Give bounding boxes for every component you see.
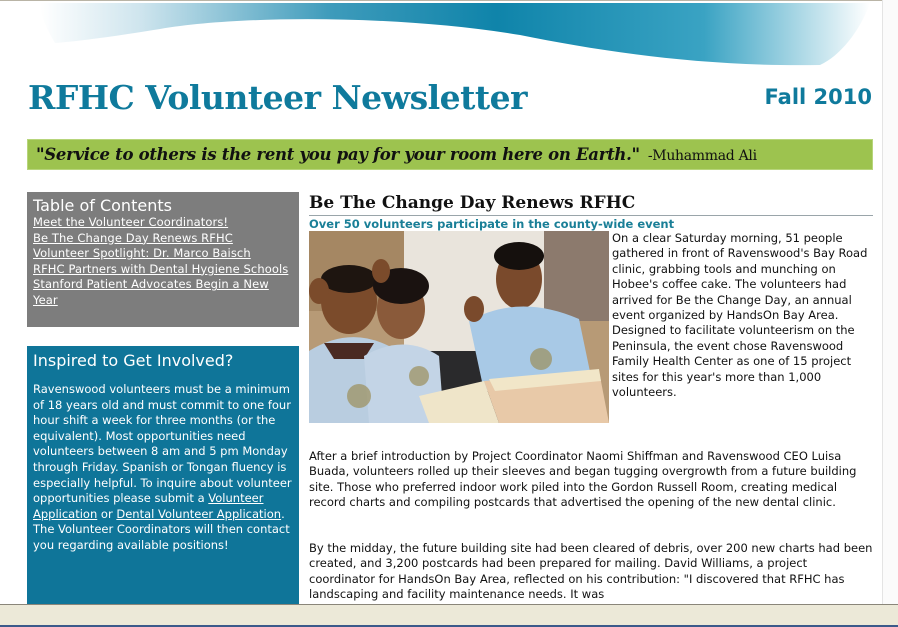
toc-heading: Table of Contents [33, 196, 172, 215]
article-paragraph-1: On a clear Saturday morning, 51 people gathered in front of Ravenswood's Bay Road clinic, grabbing tools and munching on Hobee's coffee cake. The volunteers had arrived for Be the Change Day, an annual event organized by HandsOn Bay Area. Designed to facilitate volunteerism on the Peninsula, the event chose Ravenswood Family Health Center as one of 15 project sites for this year's more than 1,000 volunteers. [612, 231, 868, 400]
article-subtitle: Over 50 volunteers participate in the county-wide event [309, 217, 675, 231]
volunteer-application-link[interactable]: Volunteer Application [33, 491, 264, 521]
window-status-bar [0, 604, 898, 627]
get-involved-text-part: Ravenswood volunteers must be a minimum of 18 years old and must commit to one four hour shift a week for three months (or the equivalent). Most opportunities need volunteers between 8 am and 5 pm Monday through Friday. Spanish or Tongan fluency is especially helpful. To inquire about volunteer opportunities please submit a [33, 382, 292, 506]
article-title: Be The Change Day Renews RFHC [309, 192, 873, 216]
newsletter-title: RFHC Volunteer Newsletter [28, 78, 528, 117]
toc-link-dental-hygiene-schools[interactable]: RFHC Partners with Dental Hygiene Schools [33, 261, 289, 276]
article-be-the-change-day [309, 192, 873, 602]
table-of-contents [27, 192, 299, 327]
quote-author: -Muhammad Ali [647, 148, 757, 164]
get-involved-text [33, 382, 293, 554]
toc-link-be-the-change-day[interactable]: Be The Change Day Renews RFHC [33, 230, 233, 245]
quote [36, 145, 757, 164]
page-right-margin [882, 0, 898, 604]
article-paragraph-2: After a brief introduction by Project Coordinator Naomi Shiffman and Ravenswood CEO Luisa Buada, volunteers rolled up their sleeves and began tugging overgrowth from a future building site. Those who preferred indoor work piled into the Gordon Russell Room, creating medical record charts and compiling postcards that advertised the opening of the new dental clinic. [309, 449, 857, 510]
quote-banner [27, 139, 873, 170]
issue-label: Fall 2010 [764, 85, 872, 109]
dental-volunteer-application-link[interactable]: Dental Volunteer Application [116, 506, 282, 521]
get-involved-heading: Inspired to Get Involved? [33, 351, 234, 370]
volunteers-photo [309, 231, 609, 423]
toc-link-volunteer-spotlight[interactable]: Volunteer Spotlight: Dr. Marco Baisch [33, 246, 251, 261]
get-involved-box [27, 346, 299, 605]
article-paragraph-3: By the midday, the future building site had been cleared of debris, over 200 new charts had been created, and 3,200 postcards had been prepared for mailing. David Williams, a project coordinator for HandsOn Bay Area, reflected on his contribution: "I discovered that RFHC has landscaping and facility maintenance needs. It was [309, 541, 873, 602]
header-wave-banner [0, 1, 882, 76]
toc-link-stanford-patient-advocates[interactable]: Stanford Patient Advocates Begin a New Year [33, 277, 269, 307]
get-involved-text-part: . The Volunteer Coordinators will then contact you regarding available positions! [33, 506, 290, 552]
get-involved-text-part: or [97, 506, 117, 521]
toc-link-volunteer-coordinators[interactable]: Meet the Volunteer Coordinators! [33, 215, 229, 229]
quote-text: "Service to others is the rent you pay for your room here on Earth." [36, 145, 640, 164]
